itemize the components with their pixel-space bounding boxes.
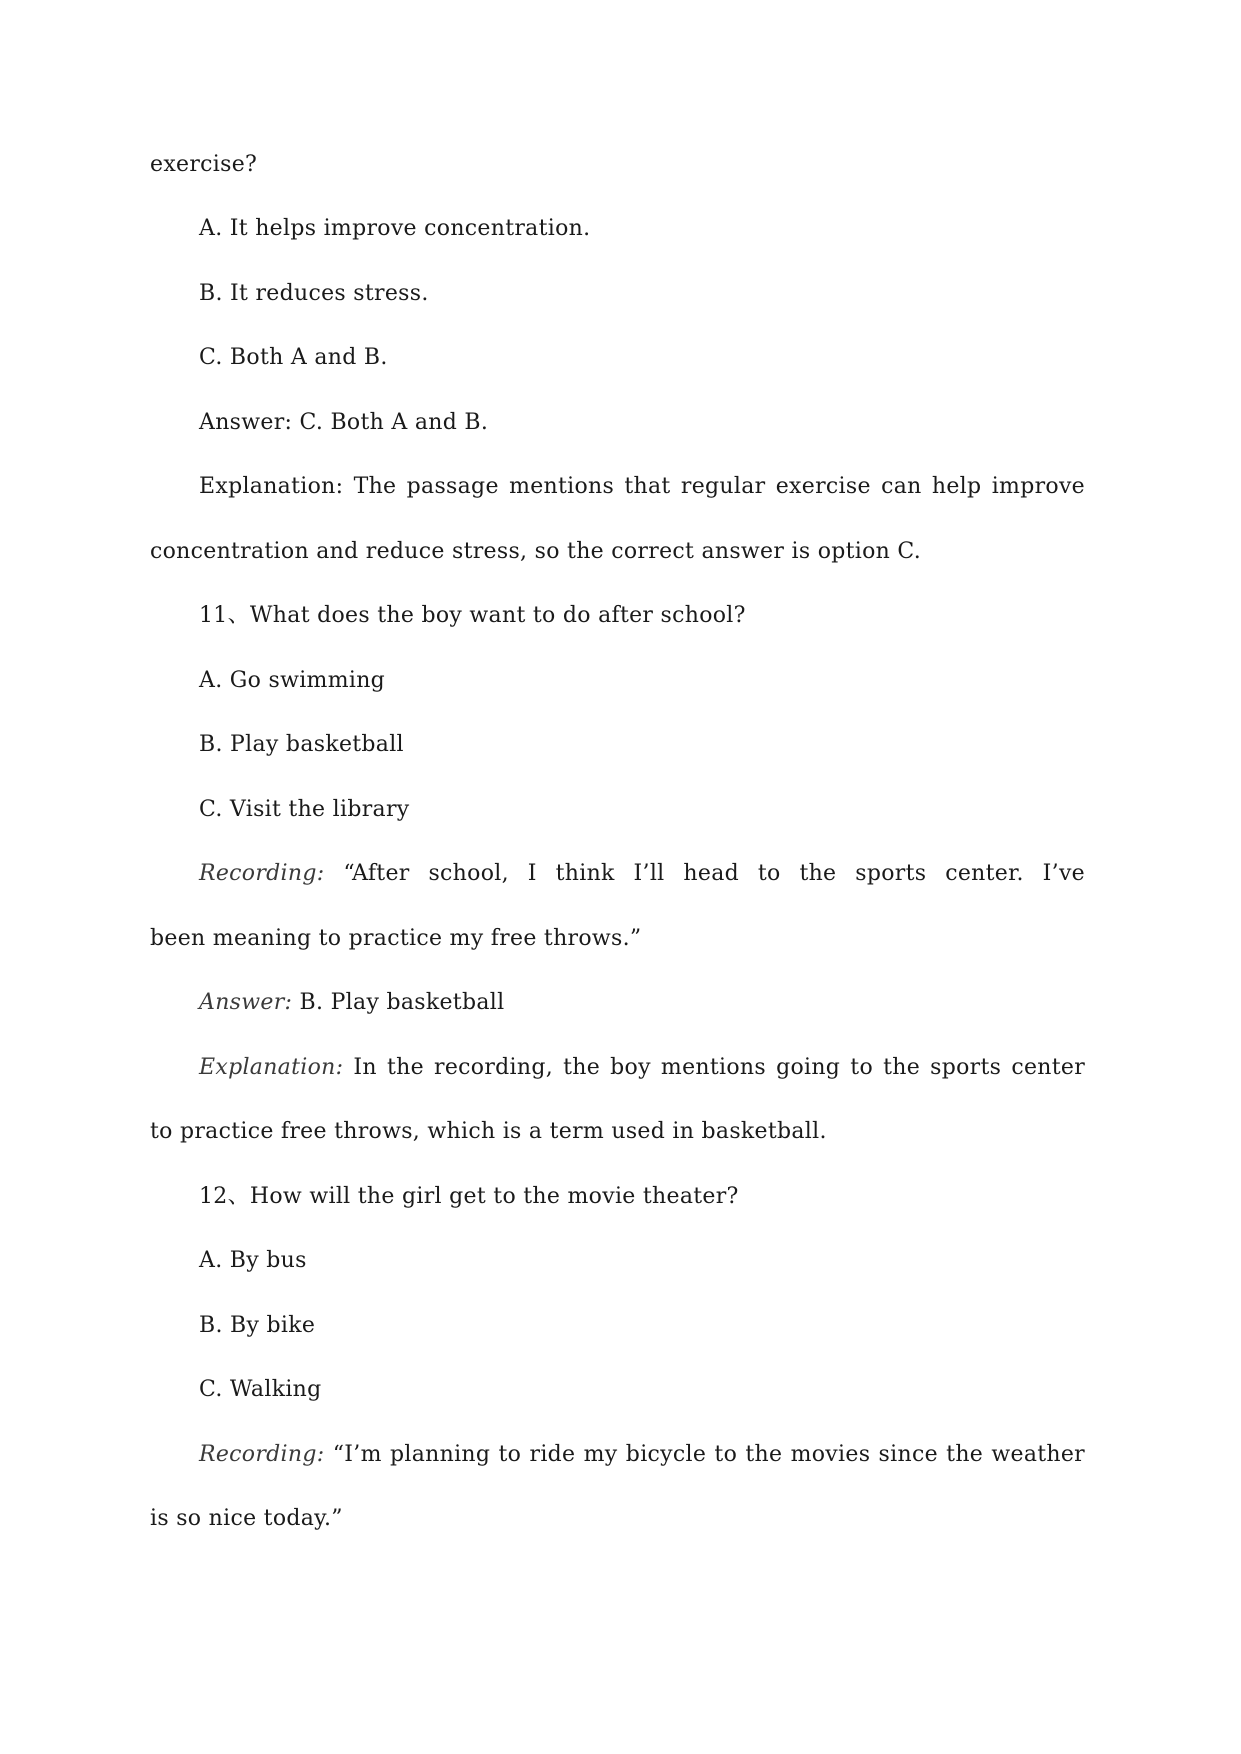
recording-label: Recording: [199,861,325,886]
question-10-option-a: A. It helps improve concentration. [199,216,591,241]
question-10-option-b: B. It reduces stress. [199,281,429,306]
question-11-explanation-line-1 [199,1053,1085,1083]
question-10-explanation-line-1: Explanation: The passage mentions that regular exercise can help improve [199,474,1085,499]
question-11-recording-line-2: been meaning to practice my free throws.” [150,926,642,951]
question-11-stem: 11、What does the boy want to do after school? [199,603,746,628]
question-11-recording-line-1 [199,859,1085,889]
question-12-stem: 12、How will the girl get to the movie theater? [199,1184,739,1209]
explanation-label: Explanation: [199,1055,344,1080]
question-12-option-b: B. By bike [199,1313,316,1338]
question-12-recording-line-2: is so nice today.” [150,1506,343,1531]
question-10-stem-tail: exercise? [150,152,258,177]
question-10-explanation-line-2: concentration and reduce stress, so the correct answer is option C. [150,539,922,564]
question-11-answer [199,988,504,1018]
question-11-explanation-line-2: to practice free throws, which is a term used in basketball. [150,1119,827,1144]
question-11-option-a: A. Go swimming [199,668,386,693]
question-10-answer: Answer: C. Both A and B. [199,410,489,435]
answer-text: B. Play basketball [299,990,505,1015]
question-12-option-c: C. Walking [199,1377,322,1402]
recording-text: “After school, I think I’ll head to the sports center. I’ve [343,861,1085,886]
question-12-recording-line-1 [199,1440,1085,1470]
recording-text: “I’m planning to ride my bicycle to the movies since the weather [332,1442,1085,1467]
answer-label: Answer: [199,990,293,1015]
recording-label: Recording: [199,1442,325,1467]
question-12-option-a: A. By bus [199,1248,307,1273]
question-11-option-b: B. Play basketball [199,732,404,757]
question-11-option-c: C. Visit the library [199,797,410,822]
question-10-option-c: C. Both A and B. [199,345,388,370]
explanation-text: In the recording, the boy mentions going to the sports center [353,1055,1086,1080]
